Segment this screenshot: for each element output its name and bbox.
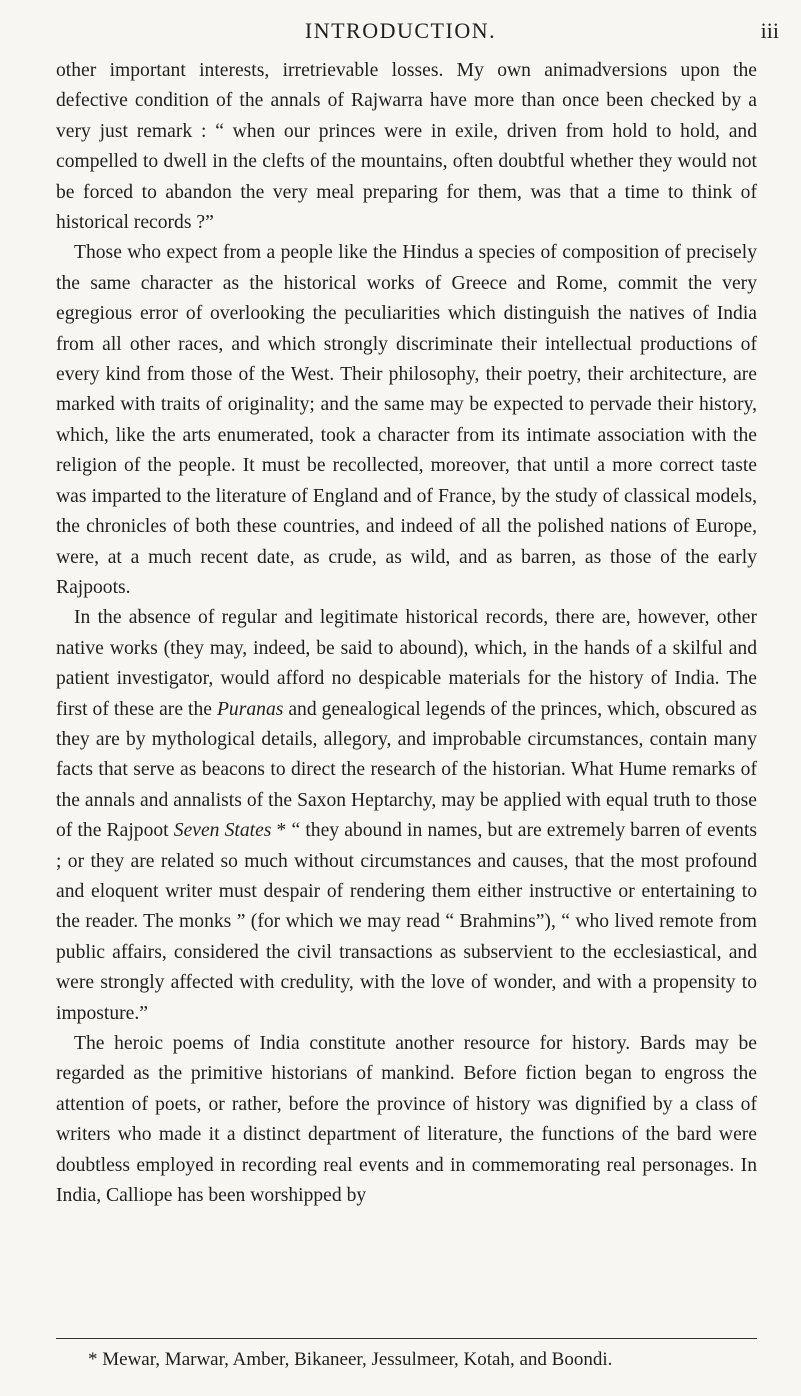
footnote-rule (56, 1338, 757, 1339)
paragraph-1 (56, 56, 757, 238)
seven-states-term: Seven States (173, 820, 272, 842)
puranas-term: Puranas (216, 698, 284, 720)
paragraph-2-text: Those who expect from a people like the Hindus a species of composition of precisely the same character as the historical works of Greece and Rome, commit the very egregious error of overlooking the peculiarities which distinguish the natives of India from all other races, and which strongly discriminate their intellectual productions of every kind from those of the West. Their philosophy, their poetry, their architecture, are marked with traits of originality; and the same may be expected to pervade their history, which, like the arts enumerated, took a character from its intimate association with the religion of the people. It must be recollected, moreover, that until a more correct taste was imparted to the literature of England and of France, by the study of classical models, the chronicles of both these countries, and indeed of all the polished nations of Europe, were, at a much recent date, as crude, as wild, and as barren, as those of the early Rajpoots. (56, 242, 757, 598)
paragraph-3-text-a: In the absence of regular and legitimate historical records, there are, however, other native works (they may, indeed, be said to abound), which, in the hands of a skilful and patient investigator, would afford no despicable materials for the history of India. The first of these are the (56, 607, 757, 720)
paragraph-3 (56, 603, 757, 1029)
paragraph-4 (56, 1029, 757, 1211)
paragraph-1-text: other important interests, irretrievable losses. My own animadversions upon the defective condition of the annals of Rajwarra have more than once been checked by a very just remark : “ when our princes were in exile, driven from hold to hold, and compelled to dwell in the clefts of the mountains, often doubtful whether they would not be forced to abandon the very meal preparing for them, was that a time to think of historical records ?” (56, 60, 757, 234)
page-number: iii (760, 18, 779, 43)
paragraph-3-text-b: and genealogical legends of the princes, which, obscured as they are by mythological details, allegory, and improbable circumstances, contain many facts that serve as beacons to direct the research of the historian. What Hume remarks of the annals and annalists of the Saxon Heptarchy, may be applied with equal truth to those of the Rajpoot (56, 698, 757, 842)
paragraph-2 (56, 238, 757, 603)
paragraph-4-text: The heroic poems of India constitute another resource for history. Bards may be regarded as the primitive historians of mankind. Before fiction began to engross the attention of poets, or rather, before the province of history was dignified by a class of writers who made it a distinct department of literature, the functions of the bard were doubtless employed in recording real events and in commemorating real personages. In India, Calliope has been worshipped by (56, 1033, 757, 1207)
body-text (56, 56, 757, 1211)
paragraph-3-text-c: * “ they abound in names, but are extremely barren of events ; or they are related so much without circumstances and causes, that the most profound and eloquent writer must despair of rendering them either instructive or entertaining to the reader. The monks ” (for which we may read “ Brahmins”), “ who lived remote from public affairs, considered the civil transactions as subservient to the ecclesiastical, and were strongly affected with credulity, with the love of wonder, and with a propensity to imposture.” (56, 820, 758, 1024)
page-header (0, 14, 801, 50)
running-title: INTRODUCTION. (304, 18, 497, 43)
footnote: * Mewar, Marwar, Amber, Bikaneer, Jessulmeer, Kotah, and Boondi. (88, 1349, 613, 1370)
